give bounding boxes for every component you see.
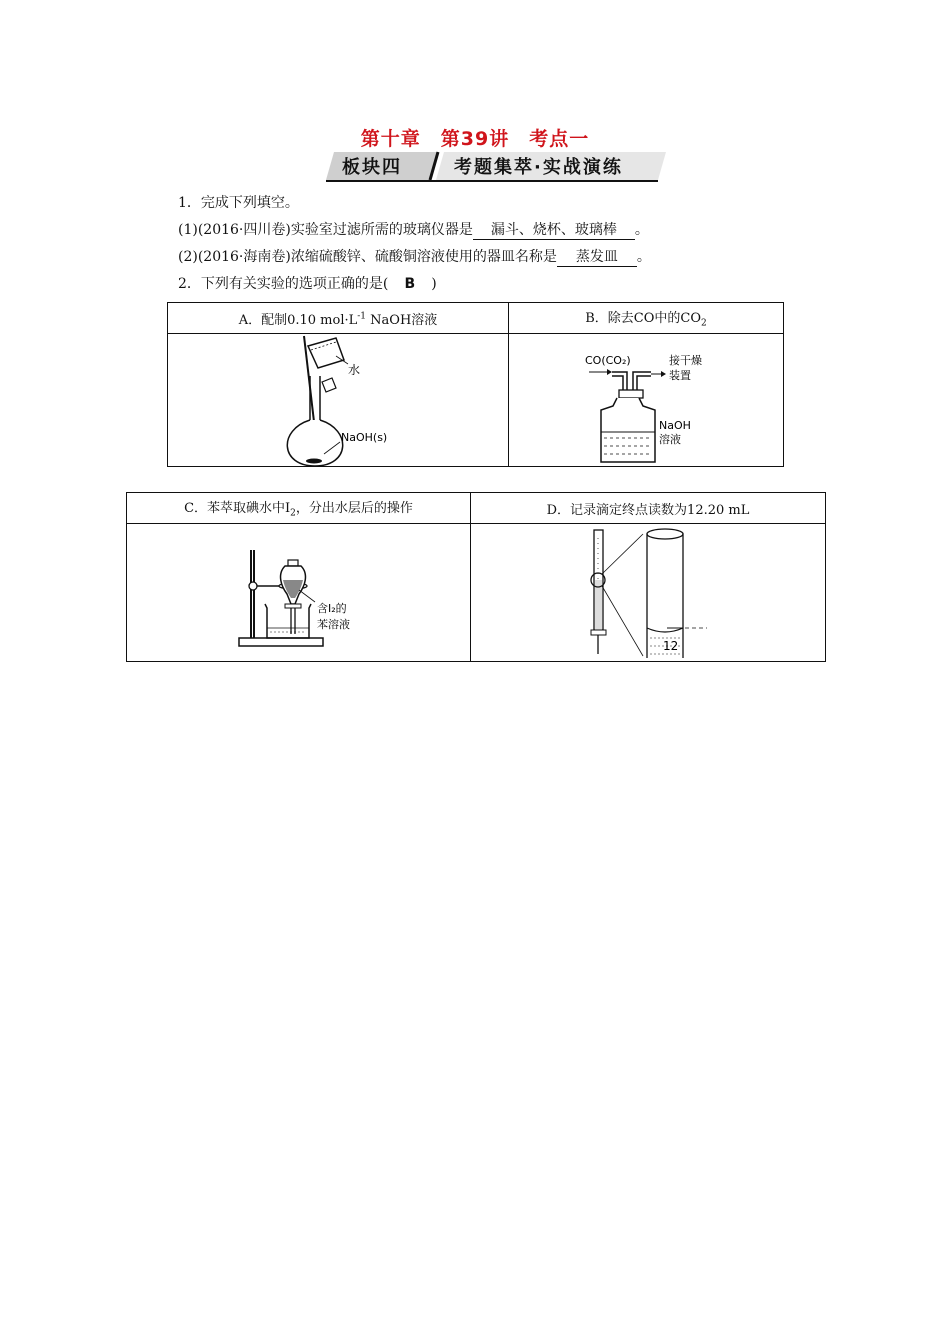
- label-gas-in: CO(CO₂): [585, 354, 631, 367]
- label-naoh-solid: NaOH(s): [341, 431, 388, 444]
- option-c-header: C．苯萃取碘水中$I_2$，分出水层后的操作: [127, 493, 471, 524]
- burette-diagram: [471, 524, 825, 661]
- banner-left-text: 板块四: [342, 157, 402, 178]
- label-iodine-benzene-1: 含I₂的: [317, 602, 347, 615]
- label-naoh-1: NaOH: [659, 419, 691, 432]
- label-iodine-benzene-2: 苯溶液: [317, 618, 350, 631]
- option-a-figure-cell: [168, 334, 509, 467]
- banner-right-text: 考题集萃·实战演练: [454, 157, 623, 178]
- label-naoh-2: 溶液: [659, 433, 681, 446]
- label-reading-12: 12: [663, 639, 679, 653]
- separatory-funnel-diagram: [127, 524, 470, 661]
- option-a-header: A．配制0.10 $mol\cdot L^{-1}$ NaOH溶液: [168, 303, 509, 334]
- gas-washing-bottle-diagram: [509, 334, 783, 466]
- answer-blank-1: 漏斗、烧杯、玻璃棒: [473, 219, 635, 240]
- volumetric-flask-diagram: [168, 334, 508, 466]
- question-2-stem: 2．下列有关实验的选项正确的是( B ): [178, 276, 437, 292]
- options-table-ab: [167, 302, 784, 467]
- label-water: 水: [348, 363, 361, 377]
- question-1-part-2: (2)(2016·海南卷)浓缩硫酸锌、硫酸铜溶液使用的器皿名称是 蒸发皿 。: [178, 246, 651, 267]
- question-2-answer: B: [404, 276, 416, 292]
- label-to-dryer-2: 装置: [669, 369, 691, 382]
- answer-blank-2: 蒸发皿: [557, 246, 637, 267]
- option-c-figure-cell: [127, 524, 471, 662]
- label-to-dryer-1: 接干燥: [669, 354, 702, 367]
- question-1-stem: 1．完成下列填空。: [178, 195, 299, 211]
- option-b-figure-cell: [509, 334, 784, 467]
- options-table-cd: [126, 492, 826, 662]
- option-b-header: B．除去CO中的$CO_2$: [509, 303, 784, 334]
- section-banner: [326, 150, 666, 182]
- option-d-figure-cell: [471, 524, 826, 662]
- question-1-part-1: (1)(2016·四川卷)实验室过滤所需的玻璃仪器是 漏斗、烧杯、玻璃棒 。: [178, 219, 649, 240]
- option-d-header: D．记录滴定终点读数为12.20 mL: [471, 493, 826, 524]
- page-title: 第十章 第39讲 考点一: [360, 128, 590, 150]
